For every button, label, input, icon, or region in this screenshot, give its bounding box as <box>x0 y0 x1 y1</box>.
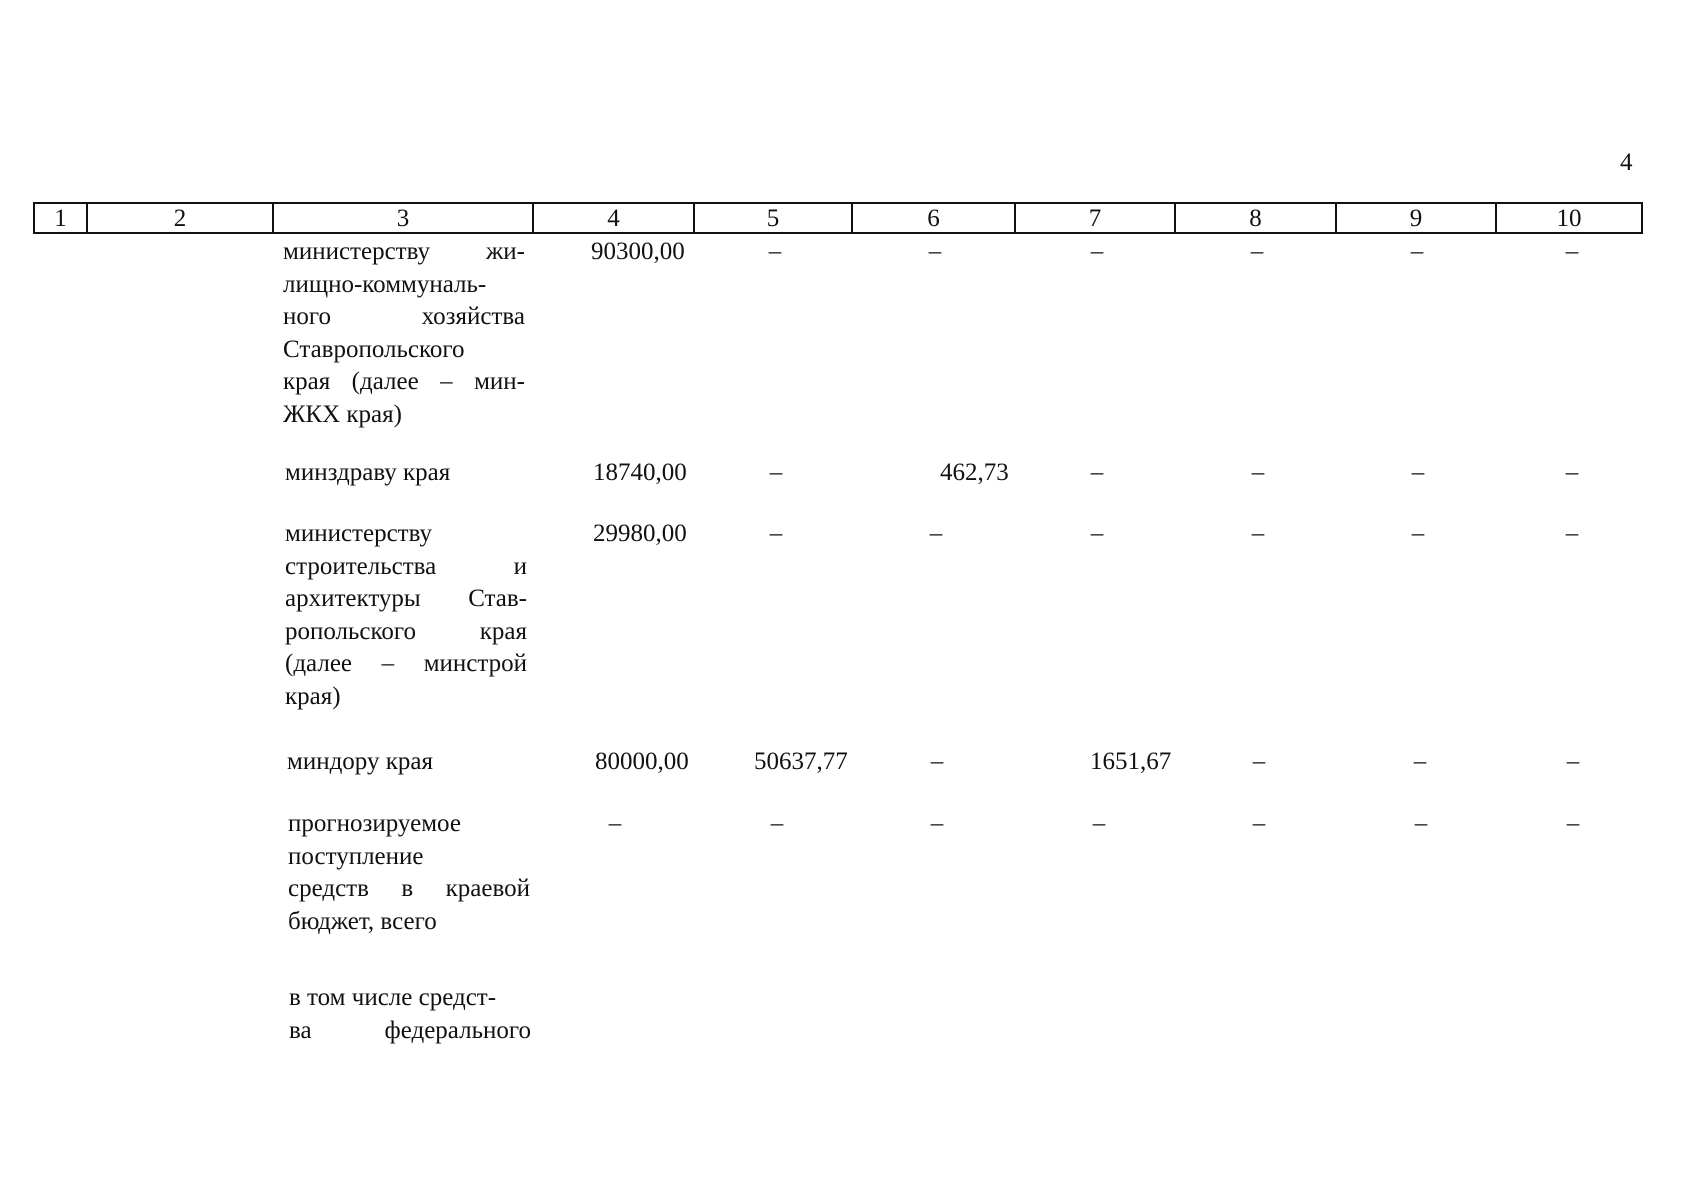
desc-line: лищно-коммуналь- <box>283 270 487 298</box>
row-description <box>285 518 527 713</box>
desc-line: Ставропольского <box>283 335 465 363</box>
cell-col-7: – <box>1090 520 1104 547</box>
row-description <box>288 808 530 938</box>
cell-col-4: – <box>608 810 622 837</box>
header-cell-8: 8 <box>1176 204 1337 232</box>
cell-col-7: – <box>1090 238 1104 265</box>
cell-col-4: 90300,00 <box>591 238 685 265</box>
cell-col-4: 80000,00 <box>595 748 689 775</box>
row-description <box>289 982 531 1047</box>
cell-col-9: – <box>1413 748 1427 775</box>
header-cell-3: 3 <box>274 204 534 232</box>
cell-col-8: – <box>1251 520 1265 547</box>
cell-col-6: – <box>928 238 942 265</box>
page-number: 4 <box>1620 149 1633 176</box>
cell-col-7: – <box>1090 459 1104 486</box>
cell-col-5: – <box>769 520 783 547</box>
desc-line: минздраву края <box>285 459 451 486</box>
cell-col-8: – <box>1252 810 1266 837</box>
cell-col-5: – <box>770 810 784 837</box>
desc-line: ва федерального <box>289 1016 531 1044</box>
header-cell-7: 7 <box>1016 204 1176 232</box>
header-cell-5: 5 <box>695 204 853 232</box>
cell-col-4: 18740,00 <box>593 459 687 486</box>
cell-col-9: – <box>1411 459 1425 486</box>
desc-line: в том числе средст- <box>289 984 497 1011</box>
cell-col-9: – <box>1410 238 1424 265</box>
desc-line: ропольского края <box>285 617 527 645</box>
cell-col-7: 1651,67 <box>1090 748 1172 775</box>
desc-line: архитектуры Став- <box>285 585 527 612</box>
desc-line: ного хозяйства <box>283 303 525 330</box>
desc-line: поступление <box>288 842 424 870</box>
desc-line: министерству <box>285 520 433 547</box>
row-description <box>283 236 525 431</box>
cell-col-6: 462,73 <box>940 459 1009 486</box>
desc-line: министерству жи- <box>283 238 525 265</box>
desc-line: края (далее – мин- <box>283 368 525 395</box>
desc-line: миндору края <box>287 748 433 775</box>
row-description <box>287 746 529 779</box>
desc-line: средств в краевой <box>288 875 530 902</box>
cell-col-6: – <box>929 520 943 547</box>
cell-col-4: 29980,00 <box>593 520 687 547</box>
cell-col-7: – <box>1092 810 1106 837</box>
cell-col-10: – <box>1565 459 1579 486</box>
cell-col-8: – <box>1252 748 1266 775</box>
cell-col-10: – <box>1565 520 1579 547</box>
cell-col-5: 50637,77 <box>754 748 848 775</box>
cell-col-5: – <box>768 238 782 265</box>
header-cell-10: 10 <box>1556 205 1582 232</box>
cell-col-10: – <box>1566 810 1580 837</box>
header-cell-1: 1 <box>35 204 88 232</box>
header-cell-9: 9 <box>1337 204 1497 232</box>
cell-col-9: – <box>1414 810 1428 837</box>
desc-line: прогнозируемое <box>288 810 461 837</box>
table-header-row <box>33 202 1643 234</box>
cell-col-10: – <box>1566 748 1580 775</box>
desc-line: бюджет, всего <box>288 907 437 935</box>
header-cell-6: 6 <box>853 204 1016 232</box>
header-cell-4: 4 <box>534 204 695 232</box>
desc-line: (далее – минстрой <box>285 650 527 677</box>
cell-col-6: – <box>930 748 944 775</box>
cell-col-5: – <box>769 459 783 486</box>
desc-line: края) <box>285 682 341 710</box>
cell-col-9: – <box>1411 520 1425 547</box>
cell-col-8: – <box>1251 459 1265 486</box>
desc-line: строительства и <box>285 552 527 580</box>
cell-col-8: – <box>1250 238 1264 265</box>
cell-col-10: – <box>1565 238 1579 265</box>
cell-col-6: – <box>930 810 944 837</box>
row-description <box>285 457 527 490</box>
desc-line: ЖКХ края) <box>283 400 402 428</box>
header-cell-2: 2 <box>88 204 274 232</box>
